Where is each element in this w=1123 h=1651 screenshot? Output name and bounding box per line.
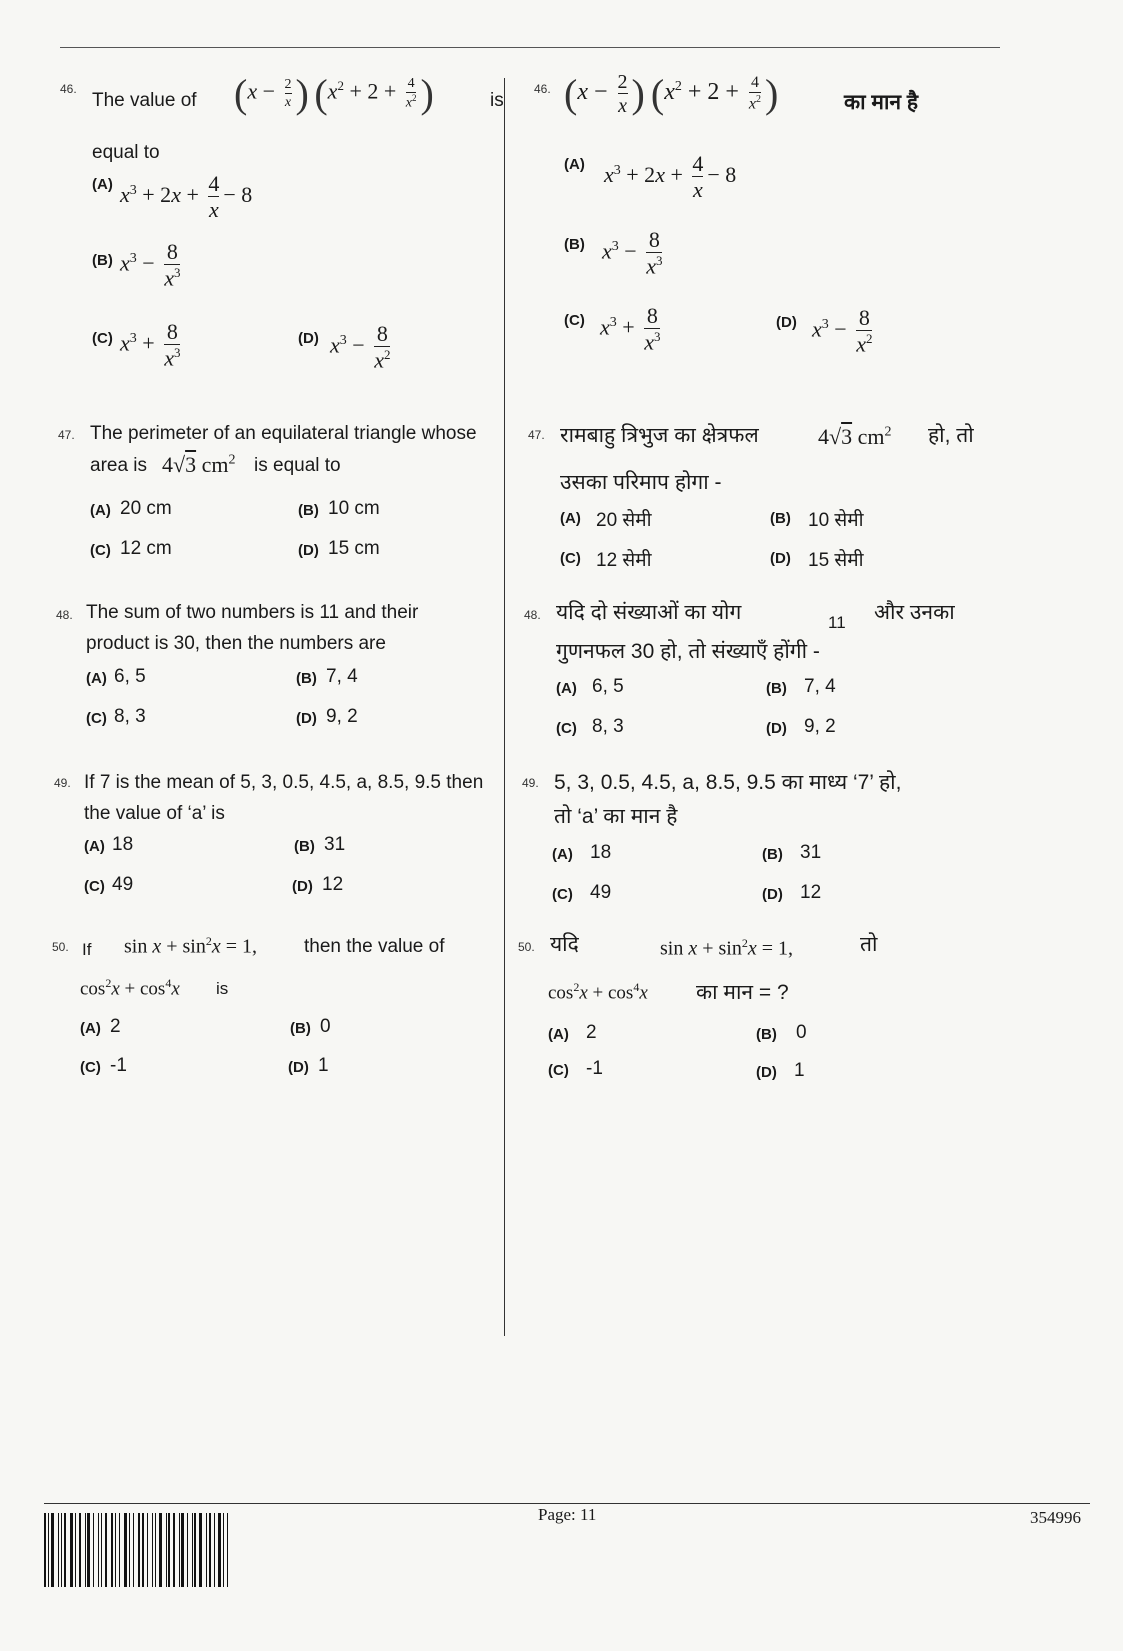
q48-en-option-d-label[interactable]: (D): [296, 710, 317, 727]
barcode-bar: [159, 1513, 161, 1587]
barcode-bar: [194, 1513, 196, 1587]
q49-hi-option-a-text[interactable]: 18: [590, 842, 612, 863]
q48-hi-line1-number: 11: [828, 613, 846, 632]
barcode-bar: [48, 1513, 49, 1587]
barcode-bar: [129, 1513, 130, 1587]
q50-en-option-b-label[interactable]: (B): [290, 1020, 311, 1037]
barcode-bar: [173, 1513, 175, 1587]
q47-en-line2a: area is: [90, 455, 148, 476]
q48-en-line1: The sum of two numbers is 11 and their: [86, 602, 419, 623]
barcode-bar: [75, 1513, 76, 1587]
q50-hi-to: तो: [860, 933, 878, 956]
q48-hi-line1b: और उनका: [874, 601, 955, 624]
q50-en-option-a-label[interactable]: (A): [80, 1020, 101, 1037]
q49-en-option-b-text[interactable]: 31: [324, 834, 346, 855]
q47-hi-area-math: 4√3 $cm^2$: [818, 424, 892, 449]
barcode-bar: [79, 1513, 81, 1587]
q47-en-option-c-text[interactable]: 12 cm: [120, 538, 172, 559]
q46-en-lead: The value of: [92, 90, 197, 111]
q47-en-area-math: 4√3 $cm^2$: [162, 452, 236, 477]
q46-en-expression: (x − $\frac{2}{x}$ ) ($x^2 + 2$ + $\frac{4}{x^2}$ ): [234, 71, 434, 116]
barcode-bar: [206, 1513, 207, 1587]
q46-en-option-a-label[interactable]: (A): [92, 176, 113, 193]
page-number: Page: 11: [538, 1505, 597, 1524]
bottom-rule: [44, 1503, 1090, 1504]
q47-en-option-a-label[interactable]: (A): [90, 502, 111, 519]
q46-hi-option-a-math[interactable]: $x^3 + 2x$ + $\frac{4}{x}$ − 8: [604, 151, 737, 203]
barcode-bar: [64, 1513, 66, 1587]
barcode-bar: [214, 1513, 215, 1587]
barcode-bar: [209, 1513, 211, 1587]
q46-hi-option-b-math[interactable]: $x^3$ − $\frac{8}{x^3}$: [602, 227, 663, 279]
q48-hi-line1a: यदि दो संख्याओं का योग: [556, 601, 742, 624]
q49-hi-option-d-label[interactable]: (D): [762, 886, 783, 903]
q50-hi-yadi: यदि: [550, 933, 579, 956]
q48-hi-option-b-text[interactable]: 7, 4: [804, 676, 836, 697]
q47-en-option-b-label[interactable]: (B): [298, 502, 319, 519]
barcode-bar: [98, 1513, 99, 1587]
q48-en-option-c-label[interactable]: (C): [86, 710, 107, 727]
barcode-bar: [181, 1513, 183, 1587]
q46-en-option-b-math[interactable]: $x^3$ − $\frac{8}{x^3}$: [120, 239, 181, 291]
q47-hi-line1b: हो, तो: [928, 424, 974, 447]
q48-en-option-b-text[interactable]: 7, 4: [326, 666, 358, 687]
q49-en-number: 49.: [54, 776, 71, 790]
barcode-bar: [85, 1513, 86, 1587]
barcode-bar: [152, 1513, 154, 1587]
q46-en-is: is: [490, 90, 504, 111]
barcode-bar: [51, 1513, 53, 1587]
q48-hi-line2: गुणनफल 30 हो, तो संख्याएँ होंगी -: [556, 640, 820, 663]
q49-en-line2: the value of ‘a’ is: [84, 803, 225, 824]
barcode-bar: [44, 1513, 46, 1587]
barcode-bar: [166, 1513, 167, 1587]
barcode-bar: [101, 1513, 102, 1587]
q47-en-option-c-label[interactable]: (C): [90, 542, 111, 559]
q48-en-number: 48.: [56, 608, 73, 622]
q50-en-option-b-text[interactable]: 0: [320, 1016, 331, 1037]
q50-hi-option-a-text[interactable]: 2: [586, 1022, 597, 1043]
barcode-bar: [199, 1513, 202, 1587]
q46-en-option-c-label[interactable]: (C): [92, 330, 113, 347]
barcode-bar: [61, 1513, 62, 1587]
q49-hi-line2: तो ‘a’ का मान है: [554, 805, 678, 828]
q48-en-option-b-label[interactable]: (B): [296, 670, 317, 687]
q49-en-line1: If 7 is the mean of 5, 3, 0.5, 4.5, a, 8.5, 9.5 then: [84, 772, 484, 793]
document-code: 354996: [1030, 1508, 1081, 1527]
q49-en-option-d-label[interactable]: (D): [292, 878, 313, 895]
q47-hi-option-a-text[interactable]: 20 सेमी: [596, 510, 652, 531]
q50-en-is: is: [216, 979, 229, 998]
q50-hi-option-a-label[interactable]: (A): [548, 1026, 569, 1043]
q47-en-line2b: is equal to: [254, 455, 341, 476]
q47-hi-option-d-label[interactable]: (D): [770, 550, 791, 567]
q49-hi-number: 49.: [522, 776, 539, 790]
q49-hi-line1: 5, 3, 0.5, 4.5, a, 8.5, 9.5 का माध्य ‘7’ हो,: [554, 771, 902, 794]
q46-hi-expression: (x − $\frac{2}{x}$ ) ($x^2 + 2$ + $\frac{4}{x^2}$ ): [564, 70, 779, 117]
barcode-bar: [142, 1513, 144, 1587]
q47-hi-line1a: रामबाहु त्रिभुज का क्षेत्रफल: [560, 424, 759, 447]
q47-hi-line2: उसका परिमाप होगा -: [560, 471, 722, 494]
q46-hi-option-d-label[interactable]: (D): [776, 314, 797, 331]
q46-en-option-b-label[interactable]: (B): [92, 252, 113, 269]
barcode-bar: [147, 1513, 148, 1587]
barcode-bar: [124, 1513, 127, 1587]
q50-hi-expression: $\cos^2x + \cos^4x$: [548, 980, 648, 1004]
q48-en-option-c-text[interactable]: 8, 3: [114, 706, 146, 727]
q48-hi-option-d-text[interactable]: 9, 2: [804, 716, 836, 737]
q47-hi-option-b-label[interactable]: (B): [770, 510, 791, 527]
q49-hi-option-a-label[interactable]: (A): [552, 846, 573, 863]
q50-en-then: then the value of: [304, 936, 445, 957]
q47-en-option-a-text[interactable]: 20 cm: [120, 498, 172, 519]
top-rule: [60, 47, 1000, 48]
q50-en-expression: $\cos^2x + \cos^4x$: [80, 976, 180, 1000]
barcode-bar: [138, 1513, 140, 1587]
q50-hi-option-c-text[interactable]: -1: [586, 1058, 603, 1079]
q46-en-option-c-math[interactable]: $x^3$ + $\frac{8}{x^3}$: [120, 319, 181, 371]
q50-hi-option-d-text[interactable]: 1: [794, 1060, 805, 1081]
q48-hi-option-d-label[interactable]: (D): [766, 720, 787, 737]
barcode-bar: [187, 1513, 188, 1587]
q50-hi-option-b-label[interactable]: (B): [756, 1026, 777, 1043]
q48-en-option-a-label[interactable]: (A): [86, 670, 107, 687]
q50-en-number: 50.: [52, 940, 69, 954]
barcode-bar: [218, 1513, 220, 1587]
q49-en-option-c-label[interactable]: (C): [84, 878, 105, 895]
barcode-bar: [227, 1513, 229, 1587]
q47-en-line1: The perimeter of an equilateral triangle whose: [90, 423, 477, 444]
q50-hi-number: 50.: [518, 940, 535, 954]
q46-hi-option-b-label[interactable]: (B): [564, 236, 585, 253]
barcode-bar: [111, 1513, 113, 1587]
q49-en-option-c-text[interactable]: 49: [112, 874, 134, 895]
q46-en-option-d-math[interactable]: $x^3$ − $\frac{8}{x^2}$: [330, 321, 391, 373]
q49-hi-option-c-label[interactable]: (C): [552, 886, 573, 903]
q47-hi-option-d-text[interactable]: 15 सेमी: [808, 550, 864, 571]
q48-en-option-d-text[interactable]: 9, 2: [326, 706, 358, 727]
q47-en-option-d-text[interactable]: 15 cm: [328, 538, 380, 559]
q50-en-option-d-text[interactable]: 1: [318, 1055, 329, 1076]
q47-hi-option-c-text[interactable]: 12 सेमी: [596, 550, 652, 571]
barcode-bar: [87, 1513, 89, 1587]
barcode-bar: [70, 1513, 73, 1587]
q46-en-cont: equal to: [92, 142, 160, 163]
q50-en-option-c-text[interactable]: -1: [110, 1055, 127, 1076]
q50-en-option-a-text[interactable]: 2: [110, 1016, 121, 1037]
q46-hi-option-d-math[interactable]: $x^3$ − $\frac{8}{x^2}$: [812, 305, 873, 357]
column-divider: [504, 78, 505, 1336]
q49-hi-option-d-text[interactable]: 12: [800, 882, 822, 903]
barcode-bar: [115, 1513, 116, 1587]
barcode-bar: [179, 1513, 180, 1587]
q47-hi-option-c-label[interactable]: (C): [560, 550, 581, 567]
q47-hi-number: 47.: [528, 428, 545, 442]
q46-hi-number: 46.: [534, 82, 551, 96]
barcode-bar: [58, 1513, 59, 1587]
barcode: [44, 1513, 232, 1587]
q49-hi-option-b-text[interactable]: 31: [800, 842, 822, 863]
q50-en-option-c-label[interactable]: (C): [80, 1059, 101, 1076]
q49-hi-option-c-text[interactable]: 49: [590, 882, 612, 903]
q49-en-option-d-text[interactable]: 12: [322, 874, 344, 895]
q46-en-option-d-label[interactable]: (D): [298, 330, 319, 347]
q48-hi-option-c-text[interactable]: 8, 3: [592, 716, 624, 737]
q47-hi-option-b-text[interactable]: 10 सेमी: [808, 510, 864, 531]
q49-en-option-a-text[interactable]: 18: [112, 834, 134, 855]
q50-en-if: If: [82, 940, 92, 959]
q47-en-option-b-text[interactable]: 10 cm: [328, 498, 380, 519]
q46-hi-option-c-label[interactable]: (C): [564, 312, 585, 329]
barcode-bar: [192, 1513, 193, 1587]
q50-en-option-d-label[interactable]: (D): [288, 1059, 309, 1076]
barcode-bar: [168, 1513, 170, 1587]
q50-hi-equation: $\sin x + \sin^2x = 1$,: [660, 936, 794, 960]
barcode-bar: [155, 1513, 156, 1587]
q49-en-option-b-label[interactable]: (B): [294, 838, 315, 855]
q48-hi-number: 48.: [524, 608, 541, 622]
q50-hi-maan: का मान = ?: [696, 981, 789, 1004]
q46-hi-option-c-math[interactable]: $x^3$ + $\frac{8}{x^3}$: [600, 303, 661, 355]
q50-hi-option-c-label[interactable]: (C): [548, 1062, 569, 1079]
q49-en-option-a-label[interactable]: (A): [84, 838, 105, 855]
barcode-bar: [133, 1513, 134, 1587]
q50-en-equation: $\sin x + \sin^2x = 1$,: [124, 934, 258, 958]
barcode-bar: [223, 1513, 224, 1587]
q49-hi-option-b-label[interactable]: (B): [762, 846, 783, 863]
q48-hi-option-a-label[interactable]: (A): [556, 680, 577, 697]
q48-hi-option-b-label[interactable]: (B): [766, 680, 787, 697]
q46-hi-option-a-label[interactable]: (A): [564, 156, 585, 173]
barcode-bar: [93, 1513, 95, 1587]
q48-hi-option-c-label[interactable]: (C): [556, 720, 577, 737]
q46-en-option-a-math[interactable]: $x^3 + 2x$ + $\frac{4}{x}$ − 8: [120, 171, 253, 223]
q48-en-line2: product is 30, then the numbers are: [86, 633, 386, 654]
q48-hi-option-a-text[interactable]: 6, 5: [592, 676, 624, 697]
barcode-bar: [119, 1513, 121, 1587]
q50-hi-option-b-text[interactable]: 0: [796, 1022, 807, 1043]
q47-en-number: 47.: [58, 428, 75, 442]
q46-en-number: 46.: [60, 82, 77, 96]
q50-hi-option-d-label[interactable]: (D): [756, 1064, 777, 1081]
q48-en-option-a-text[interactable]: 6, 5: [114, 666, 146, 687]
q47-en-option-d-label[interactable]: (D): [298, 542, 319, 559]
barcode-bar: [105, 1513, 107, 1587]
q47-hi-option-a-label[interactable]: (A): [560, 510, 581, 527]
q46-hi-tail: का मान है: [844, 91, 919, 114]
